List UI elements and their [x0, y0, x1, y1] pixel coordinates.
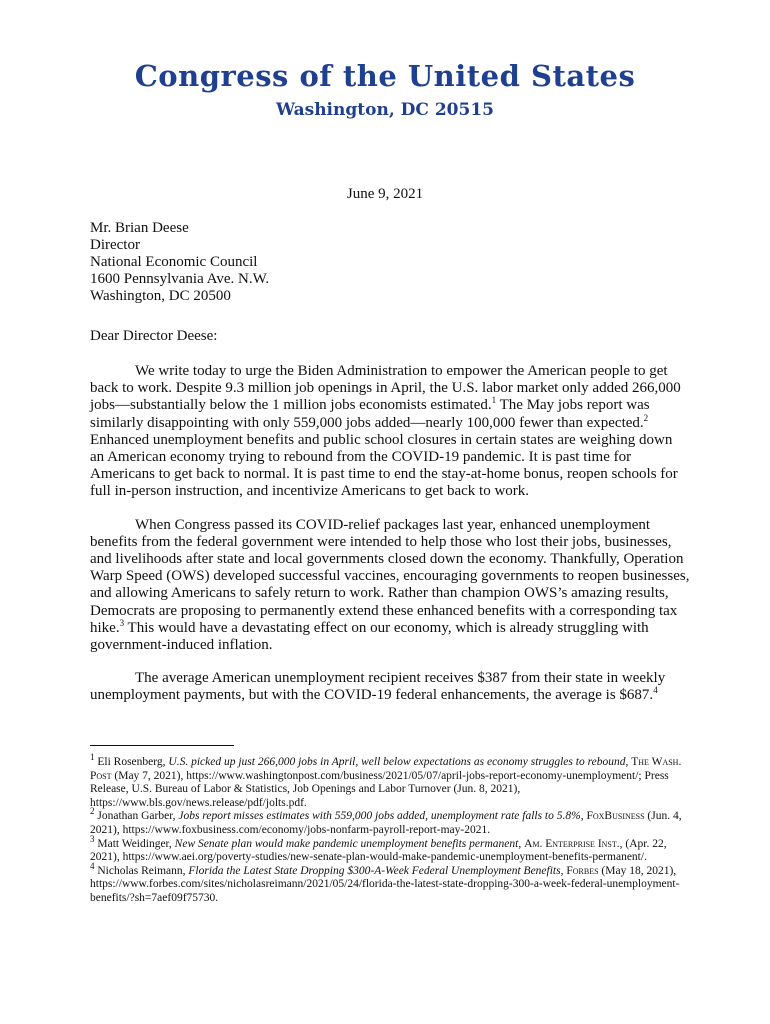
footnote-author: Jonathan Garber, — [97, 810, 179, 823]
footnote-details: (Jun. 4, 2021), https://www.foxbusiness.com/economy/jobs-nonfarm-payroll-report-may-2021. — [90, 810, 682, 836]
footnote-title: Jobs report misses estimates with 559,000 jobs added, unemployment rate falls to 5.8% — [178, 810, 581, 823]
recipient-name: Mr. Brian Deese — [90, 220, 189, 236]
recipient-organization: National Economic Council — [90, 254, 258, 270]
footnote: $^4$ Nicholas Reimann, Florida the Latest State Dropping $300-A-Week Federal Unemployment Benefits, Forbes (May 18, 2021), https://www.forbes.com/sites/nicholasreimann/2021/05/24/florida-the-latest-state-dropping-300-a-week-federal-unemployment-benefits/?sh=7aef09f75730. — [90, 860, 680, 904]
footnote-number: 2 — [90, 806, 95, 817]
footnote-title: Florida the Latest State Dropping $300-A-Week Federal Unemployment Benefits — [188, 864, 561, 877]
letterhead-subtitle: Washington, DC 20515 — [276, 100, 494, 120]
letterhead-title: Congress of the United States — [134, 59, 636, 93]
recipient-city: Washington, DC 20500 — [90, 288, 231, 304]
footnote-publication: The Wash. Post — [90, 756, 682, 782]
footnote-author: Nicholas Reimann, — [97, 864, 189, 877]
paragraph-text: The average American unemployment recipient receives $387 from their state in weekly unemployment payments, but with the COVID-19 federal enhancements, the average is $687. — [90, 670, 666, 704]
letter-body — [90, 363, 690, 721]
recipient-street: 1600 Pennsylvania Ave. N.W. — [90, 271, 270, 287]
footnote: $^3$ Matt Weidinger, New Senate plan would make pandemic unemployment benefits permanent, Am. Enterprise Inst., (Apr. 22, 2021), https://www.aei.org/poverty-studies/new-senate-plan-would-make-pandemic-unemployment-benefits-permanent/. — [90, 833, 667, 864]
footnote-author: Eli Rosenberg, — [97, 756, 169, 768]
footnote-title: U.S. picked up just 266,000 jobs in April, well below expectations as economy struggles to rebound — [168, 756, 626, 768]
footnote-publication: Am. Enterprise Inst. — [524, 837, 620, 850]
footnote-details: (May 18, 2021), https://www.forbes.com/sites/nicholasreimann/2021/05/24/florida-the-latest-state-dropping-300-a-week-federal-unemployment-benefits/?sh=7aef09f75730. — [90, 864, 680, 904]
footnote-publication: Forbes — [566, 864, 599, 877]
paragraph-text: We write today to urge the Biden Administration to empower the American people to get back to work. Despite 9.3 million job openings in April, the U.S. labor market only added 266,000 jobs—substantially below the 1 million jobs economists estimated. — [90, 363, 681, 414]
footnote-number: 4 — [90, 860, 95, 871]
footnote-ref: 1 — [491, 395, 497, 406]
letterhead — [0, 58, 770, 122]
salutation: Dear Director Deese: — [90, 328, 218, 344]
footnote-divider — [90, 745, 234, 746]
footnote-ref: 3 — [119, 617, 125, 628]
footnote-publication: FoxBusiness — [586, 810, 645, 823]
paragraph-text: The May jobs report was similarly disappointing with only 559,000 jobs added—nearly 100,000 fewer than expected. — [90, 397, 650, 431]
paragraph-text: Enhanced unemployment benefits and public school closures in certain states are weighing down an American economy trying to rebound from the COVID-19 pandemic. It is past time for Americans to get back to normal. It is past time to end the stay-at-home bonus, reopen schools for full in-person instruction, and incentivize Americans to get back to work. — [90, 431, 678, 500]
paragraph-text: When Congress passed its COVID-relief packages last year, enhanced unemployment benefits from the federal government were intended to help those who lost their jobs, businesses, and livelihoods after state and local governments closed down the economy. Thankfully, Operation Warp Speed (OWS) developed successful vaccines, encouraging governments to reopen businesses, and allowing Americans to safely return to work. Rather than champion OWS’s amazing results, Democrats are proposing to permanently extend these enhanced benefits with a corresponding tax hike. — [90, 516, 690, 636]
footnote-title: New Senate plan would make pandemic unemployment benefits permanent — [174, 837, 519, 850]
body-paragraph — [90, 363, 690, 501]
body-paragraph — [90, 517, 690, 655]
footnote: $^1$ Eli Rosenberg, U.S. picked up just 266,000 jobs in April, well below expectations as economy struggles to rebound, The Wash. Post (May 7, 2021), https://www.washingtonpost.com/business/2021/05/07/april-jobs-report-economy-unemployment/; Press Release, U.S. Bureau of Labor & Statistics, Job Openings and Labor Turnover (Jun. 8, 2021), https://www.bls.gov/news.release/pdf/jolts.pdf. — [90, 752, 682, 809]
footnote-ref: 2 — [643, 412, 649, 423]
letter-date: June 9, 2021 — [346, 186, 424, 202]
footnote-number: 3 — [90, 833, 95, 844]
recipient-address — [90, 220, 269, 305]
body-paragraph — [90, 670, 690, 704]
footnotes — [90, 752, 690, 906]
paragraph-text: This would have a devastating effect on our economy, which is already struggling with government-induced inflation. — [90, 619, 649, 654]
footnote-author: Matt Weidinger, — [97, 837, 175, 850]
footnote-number: 1 — [90, 752, 95, 763]
footnote-details: (May 7, 2021), https://www.washingtonpost.com/business/2021/05/07/april-jobs-report-economy-unemployment/; Press Release, U.S. Bureau of Labor & Statistics, Job Openings and Labor Turnover (Jun. 8, 2021), https://www.bls.gov/news.release/pdf/jolts.pdf. — [90, 769, 669, 809]
footnote: $^2$ Jonathan Garber, Jobs report misses estimates with 559,000 jobs added, unemployment rate falls to 5.8%, FoxBusiness (Jun. 4, 2021), https://www.foxbusiness.com/economy/jobs-nonfarm-payroll-report-may-2021. — [90, 806, 682, 836]
footnote-ref: 4 — [653, 685, 658, 696]
footnote-details: , (Apr. 22, 2021), https://www.aei.org/poverty-studies/new-senate-plan-would-make-pandemic-unemployment-benefits-permanent/. — [90, 837, 667, 864]
recipient-title: Director — [90, 237, 140, 253]
